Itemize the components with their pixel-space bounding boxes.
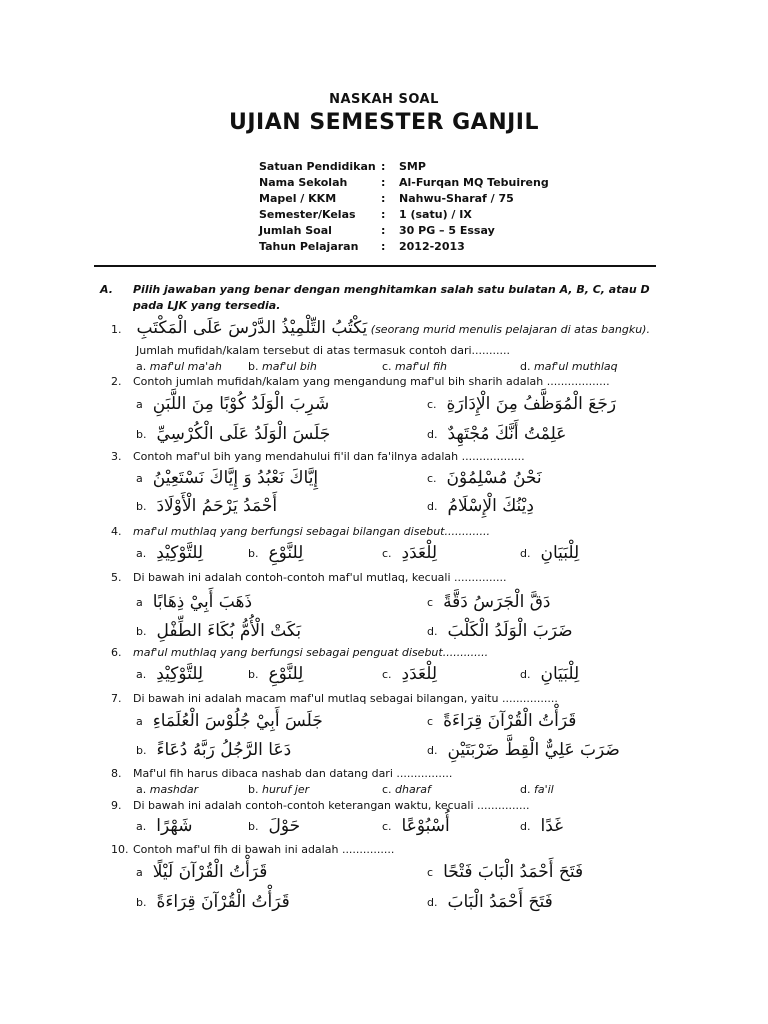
option-arabic: لِلْعَدَدِ: [401, 543, 438, 563]
option-b: [136, 621, 301, 641]
info-value: Nahwu-Sharaf / 75: [399, 191, 514, 205]
option-b: [248, 664, 303, 684]
option-d: [427, 740, 620, 760]
option-letter: a.: [136, 667, 147, 681]
option-letter: a: [136, 595, 143, 609]
question-6: [111, 646, 488, 659]
option-a: [136, 783, 198, 796]
info-colon: :: [381, 191, 386, 205]
option-a: [136, 360, 222, 373]
question-number: 9.: [111, 799, 122, 812]
option-arabic: لِلْبَيَانِ: [540, 543, 580, 563]
question-number: 2.: [111, 375, 122, 388]
info-row: [259, 174, 549, 190]
option-letter: d.: [520, 667, 531, 681]
option-d: [520, 543, 579, 563]
option-d: [520, 664, 579, 684]
option-letter: d.: [520, 819, 531, 833]
option-letter: c.: [382, 667, 392, 681]
option-letter: d.: [520, 783, 531, 796]
option-arabic: ذَهَبَ أَبِيْ ذِهَابًا: [152, 592, 253, 612]
question-text: Maf'ul fih harus dibaca nashab dan datang dari ................: [133, 767, 453, 780]
option-b: [248, 360, 317, 373]
info-label: Mapel / KKM: [259, 191, 337, 205]
option-c: [427, 592, 550, 612]
info-colon: :: [381, 175, 386, 189]
option-letter: d.: [427, 499, 438, 513]
option-arabic: لِلْعَدَدِ: [401, 664, 438, 684]
option-arabic: أُسْبُوْعًا: [401, 816, 450, 836]
option-letter: b.: [248, 546, 259, 560]
section-instruction: [100, 282, 660, 314]
info-value: 2012-2013: [399, 239, 465, 253]
option-letter: c.: [382, 819, 392, 833]
option-text: maf'ul bih: [261, 360, 317, 373]
question-number: 7.: [111, 692, 122, 705]
info-value: SMP: [399, 159, 426, 173]
option-text: dharaf: [395, 783, 431, 796]
option-arabic: ضَرَبَ الْوَلَدُ الْكَلْبَ: [447, 621, 573, 641]
option-letter: a.: [136, 819, 147, 833]
option-letter: d.: [427, 743, 438, 757]
question-number: 6.: [111, 646, 122, 659]
option-letter: c: [427, 865, 434, 879]
option-arabic: شَهْرًا: [156, 816, 193, 836]
option-arabic: نَحْنُ مُسْلِمُوْنَ: [446, 468, 542, 488]
option-letter: d.: [427, 895, 438, 909]
question-text: Contoh maf'ul fih di bawah ini adalah ...............: [133, 843, 395, 856]
option-text: huruf jer: [261, 783, 310, 796]
option-arabic: لِلتَّوْكِيْدِ: [156, 664, 204, 684]
option-letter: c: [427, 714, 434, 728]
option-b: [248, 543, 303, 563]
option-letter: a: [136, 471, 143, 485]
instruction-text: Pilih jawaban yang benar dengan menghitamkan salah satu bulatan A, B, C, atau D pada LJK yang tersedia.: [133, 283, 650, 312]
option-text: fa'il: [533, 783, 554, 796]
option-letter: a.: [136, 783, 147, 796]
question-9: [111, 799, 529, 812]
option-letter: a.: [136, 360, 147, 373]
document-kicker: NASKAH SOAL: [329, 92, 439, 107]
question-number: 1.: [111, 323, 122, 336]
question-number: 4.: [111, 525, 122, 538]
option-letter: a: [136, 714, 143, 728]
option-b: [136, 496, 277, 516]
section-letter: A.: [100, 283, 113, 296]
option-d: [520, 360, 618, 373]
option-letter: b.: [136, 624, 147, 638]
info-label: Tahun Pelajaran: [259, 239, 359, 253]
option-arabic: لِلنَّوْعِ: [268, 543, 304, 563]
option-letter: c.: [427, 397, 437, 411]
question-1-subtext: Jumlah mufidah/kalam tersebut di atas termasuk contoh dari...........: [136, 344, 511, 357]
document-title: UJIAN SEMESTER GANJIL: [229, 110, 539, 135]
option-letter: c.: [427, 471, 437, 485]
option-arabic: رَجَعَ الْمُوَظَّفُ مِنَ الْإِدَارَةِ: [446, 394, 617, 414]
option-arabic: قَرَأْتُ الْقُرْآنَ لَيْلًا: [152, 862, 268, 882]
info-value: Al-Furqan MQ Tebuireng: [399, 175, 549, 189]
info-row: [259, 206, 549, 222]
option-letter: c.: [382, 546, 392, 560]
info-value: 30 PG – 5 Essay: [399, 223, 495, 237]
option-letter: a: [136, 397, 143, 411]
question-10: [111, 843, 394, 856]
option-arabic: جَلَسَ أَبِيْ جُلُوْسَ الْعُلَمَاءِ: [152, 711, 323, 731]
option-letter: d.: [427, 624, 438, 638]
option-a: [136, 394, 329, 414]
option-d: [427, 621, 573, 641]
option-text: maf'ul muthlaq: [533, 360, 618, 373]
question-number: 10.: [111, 843, 129, 856]
option-arabic: قَرَأْتُ الْقُرْآنَ قِرَاءَةً: [156, 892, 290, 912]
info-label: Nama Sekolah: [259, 175, 348, 189]
option-d: [427, 496, 534, 516]
option-a: [136, 468, 318, 488]
option-arabic: فَتَحَ أَحْمَدُ الْبَابَ فَتْحًا: [443, 862, 584, 882]
option-arabic: عَلِمْتُ أَنَّكَ مُجْتَهِدٌ: [447, 424, 567, 444]
option-b: [136, 740, 291, 760]
question-2: [111, 375, 610, 388]
info-value: 1 (satu) / IX: [399, 207, 472, 221]
question-text: maf'ul muthlaq yang berfungsi sebagai bilangan disebut.............: [133, 525, 490, 538]
question-number: 8.: [111, 767, 122, 780]
option-arabic: لِلتَّوْكِيْدِ: [156, 543, 204, 563]
question-4: [111, 525, 490, 538]
option-text: maf'ul ma'ah: [149, 360, 222, 373]
option-arabic: فَتَحَ أَحْمَدُ الْبَابَ: [447, 892, 553, 912]
option-letter: b.: [136, 895, 147, 909]
option-c: [382, 543, 437, 563]
option-letter: b.: [136, 427, 147, 441]
info-colon: :: [381, 239, 386, 253]
option-a: [136, 543, 203, 563]
info-colon: :: [381, 207, 386, 221]
option-d: [427, 892, 553, 912]
option-arabic: ضَرَبَ عَلِيٌّ الْقِطَّ ضَرْبَتَيْنِ: [447, 740, 620, 760]
header-divider: [94, 265, 656, 267]
option-text: mashdar: [149, 783, 199, 796]
question-text: Contoh jumlah mufidah/kalam yang mengandung maf'ul bih sharih adalah ..................: [133, 375, 610, 388]
question-5: [111, 571, 506, 584]
option-arabic: أَحْمَدُ يَرْحَمُ الْأَوْلَادَ: [156, 496, 278, 516]
option-arabic: دِيْنُكَ الْإِسْلَامُ: [447, 496, 534, 516]
option-arabic: دَعَا الرَّجُلُ رَبَّهُ دُعَاءً: [156, 740, 292, 760]
option-arabic: دَقَّ الْجَرَسُ دَقَّةً: [443, 592, 551, 612]
option-c: [382, 783, 431, 796]
option-letter: b.: [248, 360, 259, 373]
option-b: [248, 783, 309, 796]
question-3: [111, 450, 525, 463]
question-arabic: يَكْتُبُ التِّلْمِيْذُ الدَّرْسَ عَلَى الْمَكْتَبِ: [136, 318, 368, 338]
option-arabic: جَلَسَ الْوَلَدُ عَلَى الْكُرْسِيِّ: [156, 424, 331, 444]
option-letter: b.: [248, 783, 259, 796]
question-text: Di bawah ini adalah contoh-contoh keterangan waktu, kecuali ...............: [133, 799, 530, 812]
question-number: 3.: [111, 450, 122, 463]
option-letter: b.: [136, 743, 147, 757]
option-letter: c.: [382, 360, 392, 373]
option-letter: d.: [520, 360, 531, 373]
exam-info-table: [259, 158, 549, 254]
question-text: Di bawah ini adalah contoh-contoh maf'ul mutlaq, kecuali ...............: [133, 571, 507, 584]
option-letter: a: [136, 865, 143, 879]
option-d: [427, 424, 566, 444]
info-label: Satuan Pendidikan: [259, 159, 376, 173]
option-c: [427, 468, 542, 488]
option-arabic: بَكَتْ الْأُمُّ بُكَاءَ الطِّفْلِ: [156, 621, 302, 641]
question-8: [111, 767, 452, 780]
info-row: [259, 238, 549, 254]
question-text: Contoh maf'ul bih yang mendahului fi'il dan fa'ilnya adalah ..................: [133, 450, 525, 463]
option-arabic: إِيَّاكَ نَعْبُدُ وَ إِيَّاكَ نَسْتَعِيْنُ: [152, 468, 319, 488]
option-a: [136, 592, 252, 612]
question-text: (seorang murid menulis pelajaran di atas bangku).: [370, 323, 650, 336]
option-a: [136, 664, 203, 684]
info-row: [259, 222, 549, 238]
option-a: [136, 816, 192, 836]
option-arabic: لِلنَّوْعِ: [268, 664, 304, 684]
info-row: [259, 158, 549, 174]
option-d: [520, 816, 563, 836]
info-row: [259, 190, 549, 206]
question-1: [111, 318, 650, 338]
info-label: Semester/Kelas: [259, 207, 356, 221]
option-c: [382, 360, 447, 373]
option-c: [427, 711, 576, 731]
option-c: [427, 862, 583, 882]
option-arabic: قَرَأْتُ الْقُرْآنَ قِرَاءَةً: [443, 711, 577, 731]
info-colon: :: [381, 159, 386, 173]
option-c: [382, 664, 437, 684]
option-a: [136, 711, 323, 731]
option-letter: b.: [136, 499, 147, 513]
option-letter: b.: [248, 819, 259, 833]
question-number: 5.: [111, 571, 122, 584]
option-b: [136, 892, 290, 912]
option-d: [520, 783, 554, 796]
option-arabic: حَوْلَ: [268, 816, 301, 836]
option-a: [136, 862, 267, 882]
option-letter: a.: [136, 546, 147, 560]
option-text: maf'ul fih: [395, 360, 448, 373]
option-letter: b.: [248, 667, 259, 681]
question-text: Di bawah ini adalah macam maf'ul mutlaq sebagai bilangan, yaitu ................: [133, 692, 558, 705]
info-label: Jumlah Soal: [259, 223, 332, 237]
option-c: [382, 816, 450, 836]
option-b: [136, 424, 330, 444]
info-colon: :: [381, 223, 386, 237]
question-text: maf'ul muthlaq yang berfungsi sebagai penguat disebut.............: [133, 646, 489, 659]
option-letter: c: [427, 595, 434, 609]
option-arabic: لِلْبَيَانِ: [540, 664, 580, 684]
option-letter: d.: [427, 427, 438, 441]
option-letter: c.: [382, 783, 392, 796]
question-7: [111, 692, 558, 705]
option-arabic: شَرِبَ الْوَلَدُ كُوْبًا مِنَ اللَّبَنِ: [152, 394, 330, 414]
option-c: [427, 394, 616, 414]
option-b: [248, 816, 300, 836]
option-letter: d.: [520, 546, 531, 560]
option-arabic: غَدًا: [540, 816, 564, 836]
